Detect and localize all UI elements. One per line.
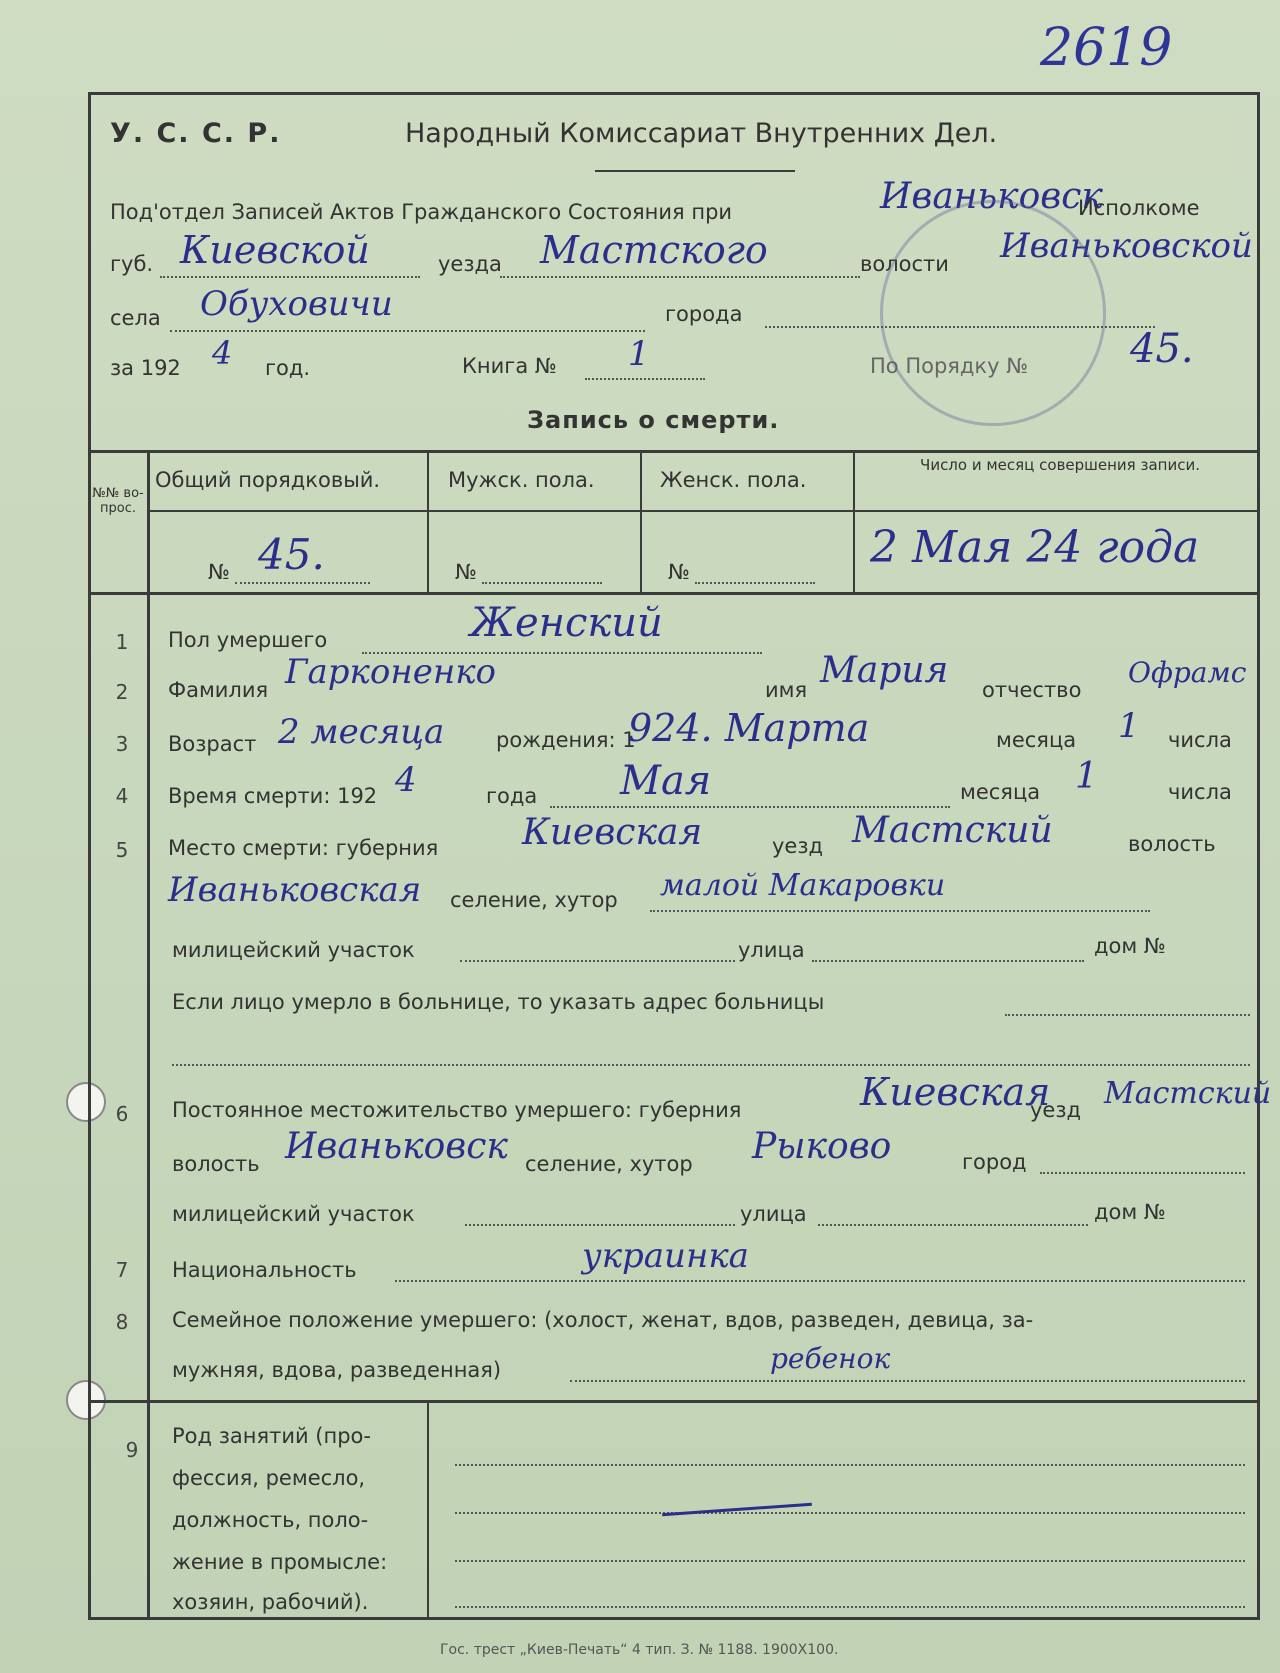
q3-day-label: числа: [1168, 728, 1232, 752]
book-label: Книга №: [462, 354, 557, 378]
q7-line: [395, 1280, 1245, 1282]
header-rule: [595, 170, 795, 172]
q9-line: [455, 1560, 1245, 1562]
q4-year-label: года: [486, 784, 538, 808]
q5-hospital-line-2: [172, 1064, 1250, 1066]
q3-month-value: 1: [1118, 706, 1140, 746]
question-number: 7: [115, 1258, 129, 1282]
table-col-rule: [427, 450, 429, 592]
q9-label-1: Род занятий (про-: [172, 1424, 371, 1448]
q8-value: ребенок: [770, 1342, 891, 1375]
q9-line: [455, 1606, 1245, 1608]
printer-footer: Гос. трест „Киев-Печать“ 4 тип. З. № 1188. 1900Х100.: [440, 1642, 839, 1658]
question-number: 8: [115, 1310, 129, 1334]
q9-top-rule: [88, 1400, 1260, 1403]
q9-col-rule: [427, 1400, 429, 1620]
selo-value: Обуховичи: [200, 284, 393, 324]
q6-gub-value: Киевская: [860, 1070, 1051, 1114]
q3-birth-value: 924. Марта: [628, 706, 870, 750]
subdepartment-value: Иваньковск: [880, 176, 1103, 217]
q9-label-5: хозяин, рабочий).: [172, 1590, 369, 1614]
uezd-line: [500, 276, 860, 278]
gub-value: Киевской: [180, 228, 370, 272]
uezd-label: уезда: [438, 252, 502, 276]
q8-label-line2: мужняя, вдова, разведенная): [172, 1358, 502, 1382]
q5-selenie-line: [650, 910, 1150, 912]
q6-selenie-value: Рыково: [752, 1126, 892, 1167]
question-number: 3: [115, 732, 129, 756]
q4-day-value: 1: [1075, 756, 1098, 797]
q5-hospital-label: Если лицо умерло в больнице, то указать адрес больницы: [172, 990, 825, 1014]
question-number: 5: [115, 838, 129, 862]
question-number: 9: [125, 1438, 139, 1462]
q6-street-line: [818, 1224, 1088, 1226]
q5-hospital-line: [1005, 1014, 1250, 1016]
q7-label: Национальность: [172, 1258, 357, 1282]
question-number: 1: [115, 630, 129, 654]
q5-street-label: улица: [738, 938, 805, 962]
q4-month-line: [550, 806, 950, 808]
q4-month-label: месяца: [960, 780, 1041, 804]
q6-street-label: улица: [740, 1202, 807, 1226]
q5-house-label: дом №: [1094, 934, 1166, 958]
table-header-bottom-rule: [88, 592, 1260, 595]
male-no-line: [482, 582, 602, 584]
general-no-label: №: [208, 560, 230, 584]
q9-label-2: фессия, ремесло,: [172, 1466, 366, 1490]
q6-gorod-line: [1040, 1172, 1245, 1174]
q5-uezd-value: Мастский: [852, 810, 1053, 851]
question-number: 4: [115, 784, 129, 808]
table-col-rule: [640, 450, 642, 592]
q2-name-value: Мария: [820, 650, 949, 691]
q4-day-label: числа: [1168, 780, 1232, 804]
female-no-label: №: [668, 560, 690, 584]
general-no-line: [235, 582, 370, 584]
col-general-header: Общий порядковый.: [155, 468, 381, 492]
question-number: 6: [115, 1102, 129, 1126]
year-suffix: год.: [265, 356, 311, 380]
table-header-sub-rule: [150, 510, 1260, 512]
q2-label: Фамилия: [168, 678, 269, 702]
q6-militia-label: милицейский участок: [172, 1202, 415, 1226]
q5-label: Место смерти: губерния: [168, 836, 439, 860]
selo-label: села: [110, 306, 161, 330]
volost-label: волости: [860, 252, 949, 276]
q8-line: [570, 1380, 1245, 1382]
q9-label-3: должность, поло-: [172, 1508, 369, 1532]
q6-uezd-value: Мастский: [1104, 1076, 1272, 1111]
q3-label: Возраст: [168, 732, 257, 756]
q3-value: 2 месяца: [278, 712, 445, 752]
book-line: [585, 378, 705, 380]
gub-label: губ.: [110, 252, 154, 276]
gub-line: [160, 276, 420, 278]
q5-volost-value: Иваньковская: [168, 870, 422, 910]
commissariat-title: Народный Комиссариат Внутренних Дел.: [405, 118, 998, 149]
subdepartment-suffix: Исполкоме: [1078, 196, 1200, 220]
male-no-label: №: [455, 560, 477, 584]
general-no-value: 45.: [258, 530, 325, 579]
col-male-header: Мужск. пола.: [448, 468, 595, 492]
subdepartment-label: Под'отдел Записей Актов Гражданского Состояния при: [110, 200, 733, 224]
col-no-header: №№ во- прос.: [92, 486, 144, 516]
republic-title: У. С. С. Р.: [110, 118, 282, 149]
q9-line: [455, 1464, 1245, 1466]
gorod-label: города: [665, 302, 743, 326]
q5-gub-value: Киевская: [522, 812, 703, 853]
q5-selenie-value: малой Макаровки: [660, 868, 946, 903]
q6-volost-label: волость: [172, 1152, 260, 1176]
q6-selenie-label: селение, хутор: [525, 1152, 693, 1176]
faded-stamp: [880, 200, 1106, 426]
q4-month-value: Мая: [620, 758, 712, 804]
q5-militia-label: милицейский участок: [172, 938, 415, 962]
list-label: По Порядку №: [870, 354, 1029, 378]
q2-patronymic-label: отчество: [982, 678, 1082, 702]
q3-birth-label: рождения: 1: [496, 728, 636, 752]
q2-patronymic-value: Офрамс: [1128, 656, 1247, 689]
year-value: 4: [212, 334, 233, 372]
q9-label-4: жение в промысле:: [172, 1550, 388, 1574]
record-title: Запись о смерти.: [527, 406, 780, 434]
q5-militia-line: [460, 960, 735, 962]
archive-number: 2619: [1040, 18, 1173, 78]
q6-gorod-label: город: [962, 1150, 1027, 1174]
q6-volost-value: Иваньковск: [285, 1126, 508, 1167]
col-date-header: Число и месяц совершения записи.: [920, 456, 1200, 474]
record-date-value: 2 Мая 24 года: [870, 522, 1200, 573]
col-female-header: Женск. пола.: [660, 468, 807, 492]
q4-year-value: 4: [395, 760, 417, 800]
q2-value: Гарконенко: [285, 652, 497, 692]
q8-label-line1: Семейное положение умершего: (холост, женат, вдов, разведен, девица, за-: [172, 1308, 1034, 1332]
q5-street-line: [812, 960, 1084, 962]
list-value: 45.: [1130, 326, 1194, 372]
book-value: 1: [628, 334, 650, 374]
selo-line: [170, 330, 645, 332]
q6-label: Постоянное местожительство умершего: губерния: [172, 1098, 742, 1122]
volost-value: Иваньковской: [1000, 226, 1253, 266]
q6-house-label: дом №: [1094, 1200, 1166, 1224]
table-col-rule: [853, 450, 855, 592]
q5-uezd-label: уезд: [772, 834, 824, 858]
q6-militia-line: [465, 1224, 735, 1226]
q3-month-label: месяца: [996, 728, 1077, 752]
q4-label: Время смерти: 192: [168, 784, 378, 808]
q7-value: украинка: [582, 1236, 749, 1276]
female-no-line: [695, 582, 815, 584]
year-label: за 192: [110, 356, 181, 380]
q9-line: [455, 1512, 1245, 1514]
uezd-value: Мастского: [540, 228, 768, 272]
q2-name-label: имя: [765, 678, 808, 702]
q5-selenie-label: селение, хутор: [450, 888, 618, 912]
q6-uezd-label: уезд: [1030, 1098, 1082, 1122]
q1-label: Пол умершего: [168, 628, 328, 652]
q1-value: Женский: [470, 600, 663, 646]
table-top-rule: [88, 450, 1260, 453]
q5-volost-label: волость: [1128, 832, 1216, 856]
question-number: 2: [115, 680, 129, 704]
